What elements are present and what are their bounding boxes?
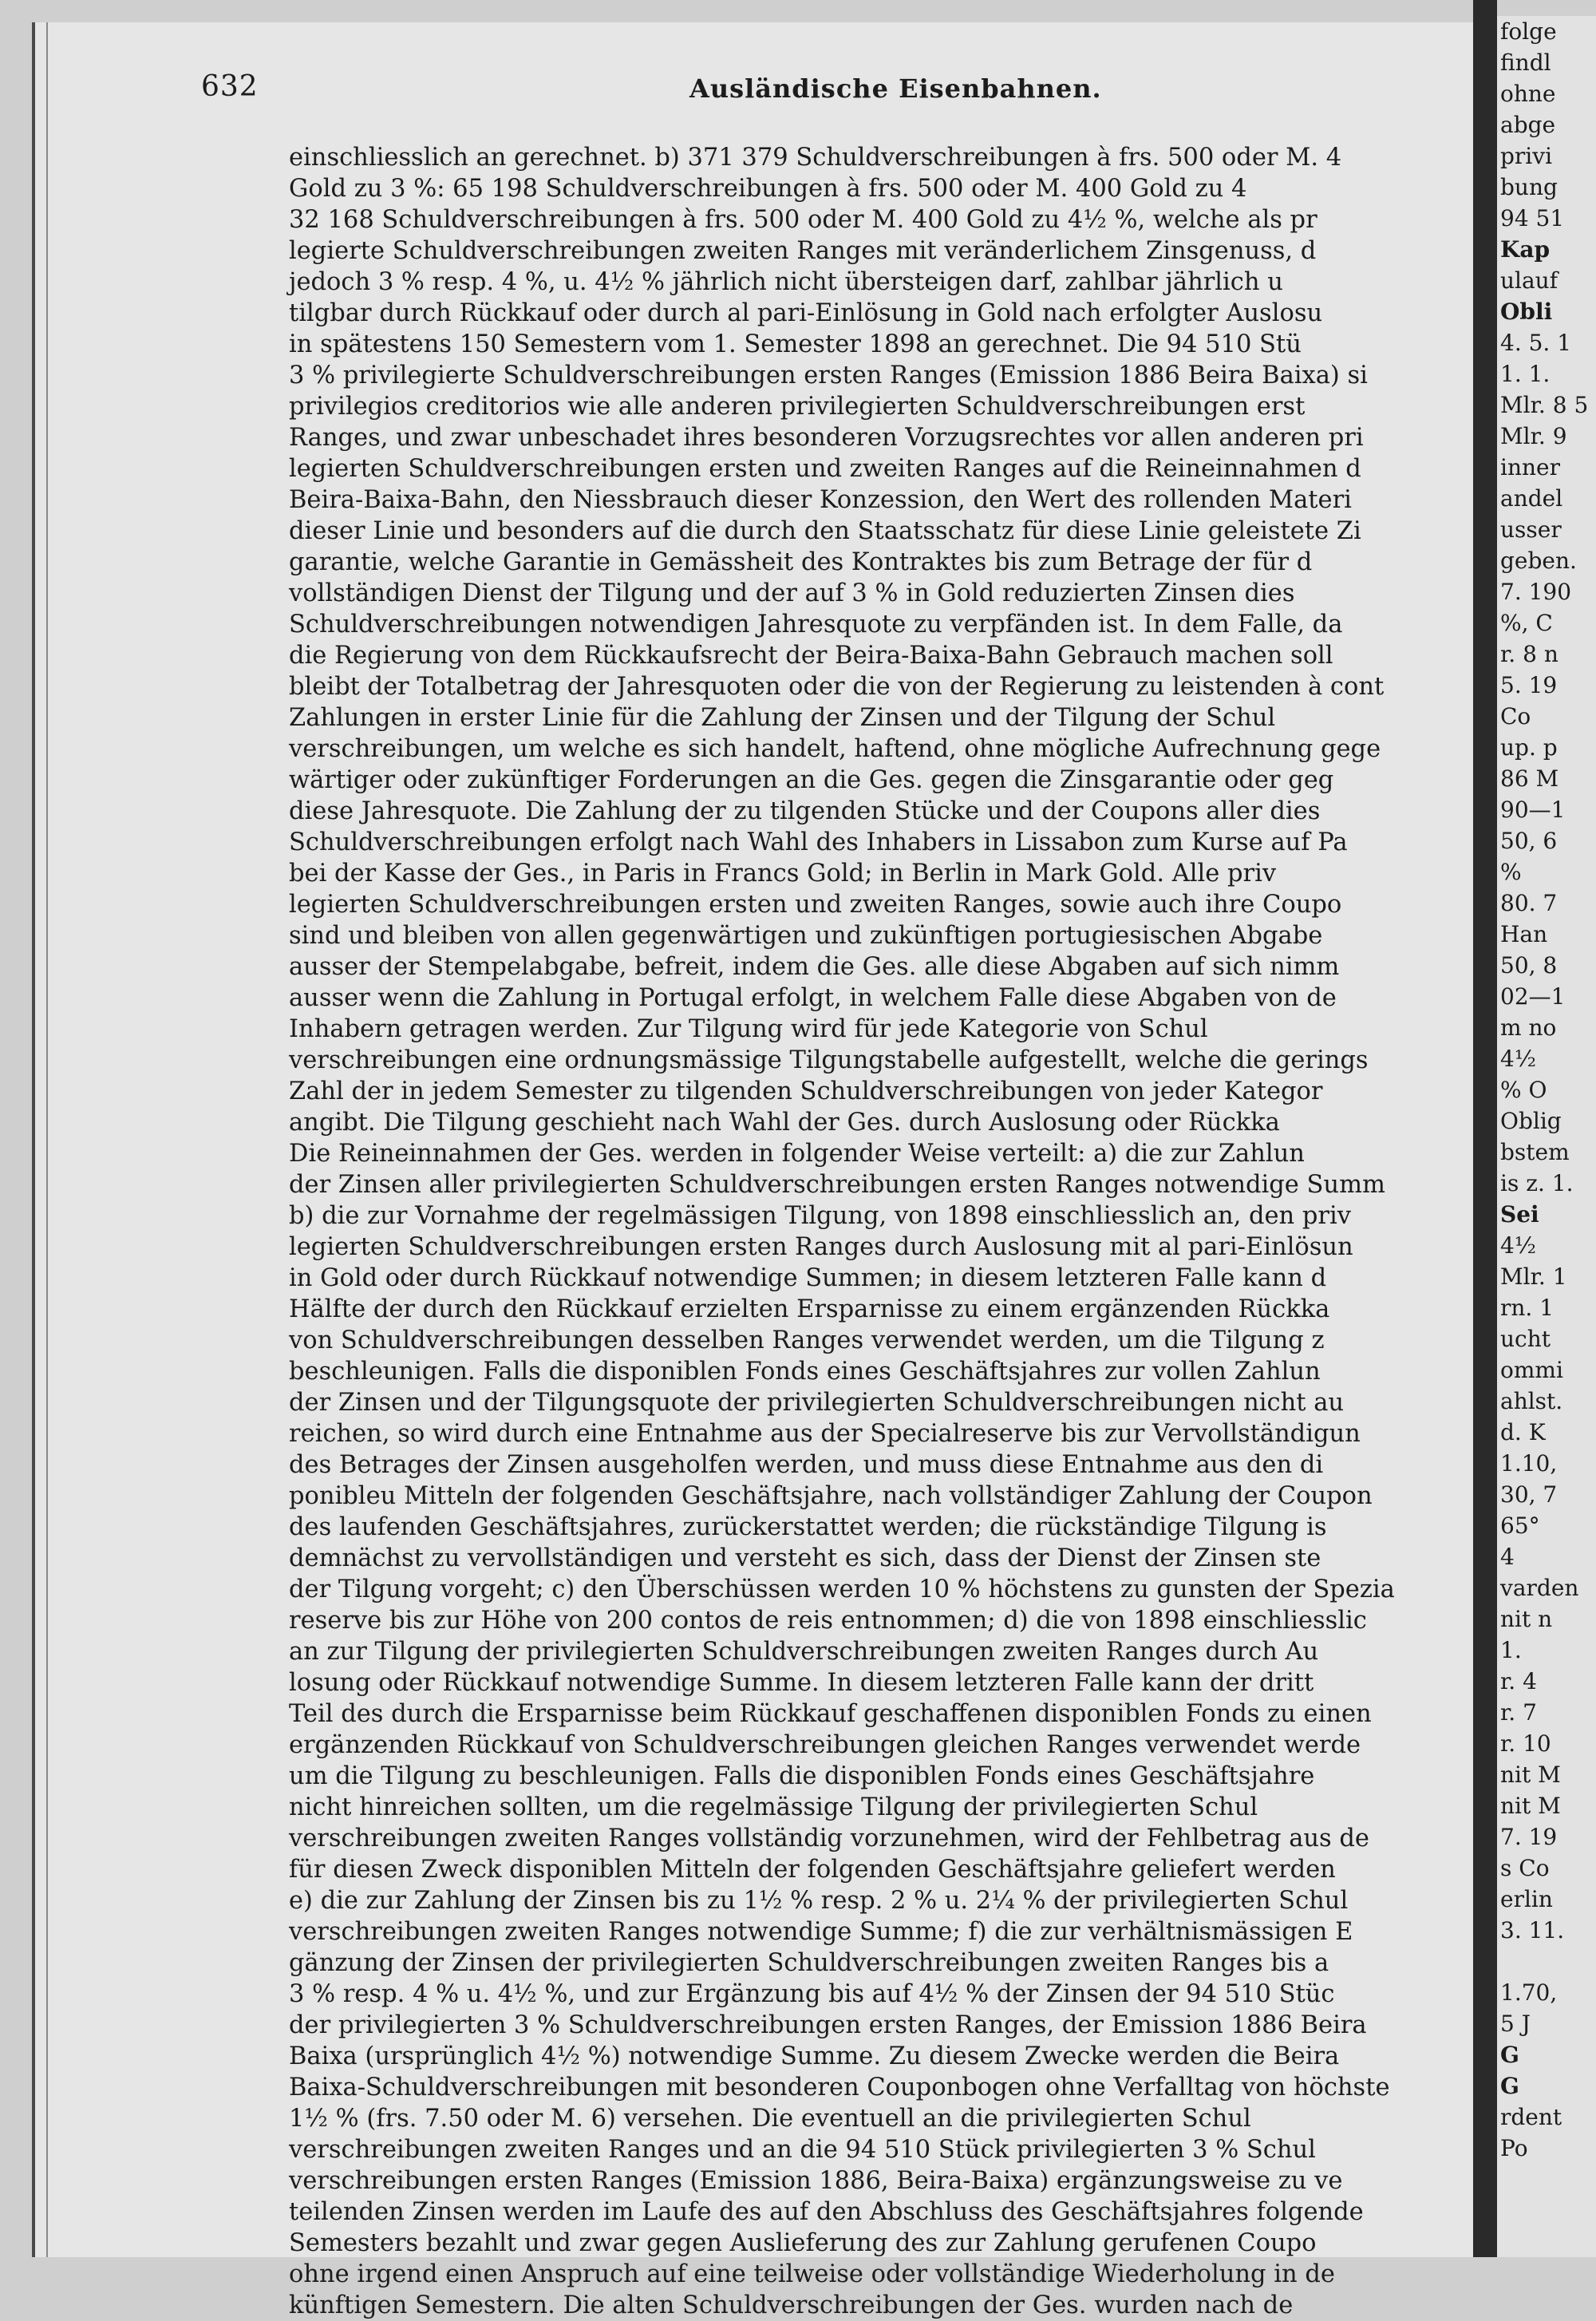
facing-page-line: rn. 1	[1500, 1295, 1555, 1321]
facing-page-line: Mlr. 1	[1500, 1263, 1567, 1290]
facing-page-line: 90—1	[1500, 797, 1566, 823]
facing-page-line: andel	[1500, 485, 1563, 512]
book-gutter	[1473, 0, 1497, 2257]
body-line: um die Tilgung zu beschleunigen. Falls die disponiblen Fonds eines Geschäftsjahre	[289, 1762, 1315, 1790]
body-line: sind und bleiben von allen gegenwärtigen und zukünftigen portugiesischen Abgabe	[289, 922, 1323, 950]
body-line: angibt. Die Tilgung geschieht nach Wahl der Ges. durch Auslosung oder Rückka	[289, 1109, 1280, 1137]
body-line: diese Jahresquote. Die Zahlung der zu tilgenden Stücke und der Coupons aller dies	[289, 797, 1321, 825]
facing-page-line: Han	[1500, 921, 1548, 947]
body-line: Ranges, und zwar unbeschadet ihres besonderen Vorzugsrechtes vor allen anderen pri	[289, 424, 1364, 452]
body-line: ergänzenden Rückkauf von Schuldverschreibungen gleichen Ranges verwendet werde	[289, 1731, 1361, 1759]
facing-page-line: s Co	[1500, 1855, 1550, 1881]
document-page	[32, 22, 1508, 2319]
body-line: Inhabern getragen werden. Zur Tilgung wird für jede Kategorie von Schul	[289, 1015, 1208, 1043]
facing-page-line: 4	[1500, 1544, 1515, 1570]
facing-page-line: inner	[1500, 454, 1560, 480]
body-line: legierte Schuldverschreibungen zweiten Ranges mit veränderlichem Zinsgenuss, d	[289, 237, 1317, 265]
body-line: wärtiger oder zukünftiger Forderungen an die Ges. gegen die Zinsgarantie oder geg	[289, 766, 1334, 794]
facing-page-line: is z. 1.	[1500, 1170, 1574, 1196]
body-line: 1½ % (frs. 7.50 oder M. 6) versehen. Die eventuell an die privilegierten Schul	[289, 2105, 1251, 2133]
facing-page-fragment	[1497, 16, 1596, 2257]
body-line: Zahlungen in erster Linie für die Zahlung der Zinsen und der Tilgung der Schul	[289, 704, 1276, 732]
facing-page-line: geben.	[1500, 548, 1577, 574]
body-line: vollständigen Dienst der Tilgung und der auf 3 % in Gold reduzierten Zinsen dies	[289, 579, 1295, 607]
facing-page-line: 5. 19	[1500, 672, 1558, 698]
body-line: verschreibungen ersten Ranges (Emission 1886, Beira-Baixa) ergänzungsweise zu ve	[289, 2167, 1343, 2195]
body-line: Hälfte der durch den Rückkauf erzielten Ersparnisse zu einem ergänzenden Rückka	[289, 1295, 1330, 1323]
body-line: legierten Schuldverschreibungen ersten Ranges durch Auslosung mit al pari-Einlösun	[289, 1233, 1353, 1261]
facing-page-line: 02—1	[1500, 983, 1566, 1010]
body-text	[289, 142, 1518, 2319]
body-line: 32 168 Schuldverschreibungen à frs. 500 oder M. 400 Gold zu 4½ %, welche als pr	[289, 206, 1317, 234]
body-line: an zur Tilgung der privilegierten Schuldverschreibungen zweiten Ranges durch Au	[289, 1638, 1319, 1666]
body-line: Baixa-Schuldverschreibungen mit besonderen Couponbogen ohne Verfalltag von höchste	[289, 2074, 1390, 2102]
facing-page-line: Mlr. 8 5	[1500, 392, 1589, 418]
body-line: des Betrages der Zinsen ausgeholfen werden, und muss diese Entnahme aus den di	[289, 1451, 1324, 1479]
body-line: jedoch 3 % resp. 4 %, u. 4½ % jährlich nicht übersteigen darf, zahlbar jährlich u	[289, 268, 1283, 296]
body-line: verschreibungen zweiten Ranges vollständig vorzunehmen, wird der Fehlbetrag aus de	[289, 1825, 1369, 1852]
body-line: des laufenden Geschäftsjahres, zurückerstattet werden; die rückständige Tilgung is	[289, 1513, 1327, 1541]
body-line: Zahl der in jedem Semester zu tilgenden Schuldverschreibungen von jeder Kategor	[289, 1077, 1323, 1105]
body-line: e) die zur Zahlung der Zinsen bis zu 1½ % resp. 2 % u. 2¼ % der privilegierten Schul	[289, 1887, 1349, 1915]
body-line: einschliesslich an gerechnet. b) 371 379 Schuldverschreibungen à frs. 500 oder M. 4	[289, 144, 1342, 172]
facing-page-line: bung	[1500, 174, 1558, 200]
facing-page-line: 4. 5. 1	[1500, 330, 1572, 356]
facing-page-line: 1. 1.	[1500, 361, 1551, 387]
facing-page-line: 4½	[1500, 1046, 1536, 1072]
facing-page-line: 86 M	[1500, 765, 1559, 792]
body-line: reichen, so wird durch eine Entnahme aus der Specialreserve bis zur Vervollständigun	[289, 1420, 1361, 1448]
facing-page-line: r. 10	[1500, 1730, 1551, 1757]
facing-page-line: 1.10,	[1500, 1450, 1558, 1477]
body-line: demnächst zu vervollständigen und versteht es sich, dass der Dienst der Zinsen ste	[289, 1544, 1321, 1572]
body-line: Schuldverschreibungen erfolgt nach Wahl des Inhabers in Lissabon zum Kurse auf Pa	[289, 828, 1348, 856]
facing-page-line: 5 J	[1500, 2011, 1531, 2037]
facing-page-line: nit n	[1500, 1606, 1553, 1632]
facing-page-line: ucht	[1500, 1326, 1551, 1352]
body-line: der Tilgung vorgeht; c) den Überschüssen werden 10 % höchstens zu gunsten der Spezia	[289, 1576, 1395, 1603]
facing-page-line: 80. 7	[1500, 890, 1558, 916]
body-line: gänzung der Zinsen der privilegierten Schuldverschreibungen zweiten Ranges bis a	[289, 1949, 1329, 1977]
facing-page-line: bstem	[1500, 1139, 1570, 1165]
facing-page-line: findl	[1500, 49, 1551, 76]
facing-page-line: Kap	[1500, 236, 1551, 263]
body-line: Beira-Baixa-Bahn, den Niessbrauch dieser Konzession, den Wert des rollenden Materi	[289, 486, 1352, 514]
body-line: für diesen Zweck disponiblen Mitteln der folgenden Geschäftsjahre geliefert werden	[289, 1856, 1336, 1884]
facing-page-line: rdent	[1500, 2104, 1562, 2130]
facing-page-line: m no	[1500, 1014, 1557, 1041]
facing-page-line: G	[1500, 2042, 1519, 2068]
facing-page-line: d. K	[1500, 1419, 1546, 1445]
facing-page-line: erlin	[1500, 1886, 1553, 1912]
body-line: 3 % privilegierte Schuldverschreibungen ersten Ranges (Emission 1886 Beira Baixa) si	[289, 362, 1368, 389]
facing-page-line: 50, 8	[1500, 952, 1558, 979]
body-line: Schuldverschreibungen notwendigen Jahresquote zu verpfänden ist. In dem Falle, da	[289, 611, 1343, 639]
facing-page-line: ulauf	[1500, 267, 1558, 294]
page-number: 632	[201, 70, 259, 103]
body-line: garantie, welche Garantie in Gemässheit des Kontraktes bis zum Betrage der für d	[289, 548, 1313, 576]
facing-page-line: usser	[1500, 516, 1562, 543]
body-line: reserve bis zur Höhe von 200 contos de reis entnommen; d) die von 1898 einschliesslic	[289, 1607, 1367, 1635]
facing-page-line: 30, 7	[1500, 1481, 1558, 1508]
body-line: verschreibungen eine ordnungsmässige Tilgungstabelle aufgestellt, welche die gerings	[289, 1046, 1369, 1074]
body-line: 3 % resp. 4 % u. 4½ %, und zur Ergänzung bis auf 4½ % der Zinsen der 94 510 Stüc	[289, 1980, 1335, 2008]
facing-page-line: Sei	[1500, 1201, 1539, 1228]
body-line: bei der Kasse der Ges., in Paris in Francs Gold; in Berlin in Mark Gold. Alle priv	[289, 860, 1277, 888]
body-line: nicht hinreichen sollten, um die regelmässige Tilgung der privilegierten Schul	[289, 1793, 1258, 1821]
body-line: privilegios creditorios wie alle anderen privilegierten Schuldverschreibungen erst	[289, 393, 1306, 421]
facing-page-line: Po	[1500, 2135, 1528, 2161]
running-head: Ausländische Eisenbahnen.	[689, 73, 1102, 104]
body-line: ausser der Stempelabgabe, befreit, indem die Ges. alle diese Abgaben auf sich nimm	[289, 953, 1340, 981]
body-line: von Schuldverschreibungen desselben Ranges verwendet werden, um die Tilgung z	[289, 1327, 1325, 1354]
facing-page-line: 1.70,	[1500, 1979, 1558, 2006]
body-line: Die Reineinnahmen der Ges. werden in folgender Weise verteilt: a) die zur Zahlun	[289, 1140, 1305, 1168]
page-edge-rule	[46, 22, 48, 2257]
facing-page-line: up. p	[1500, 734, 1558, 761]
facing-page-line: Co	[1500, 703, 1531, 730]
page-header	[35, 70, 1508, 110]
body-line: ohne irgend einen Anspruch auf eine teilweise oder vollständige Wiederholung in de	[289, 2260, 1335, 2288]
facing-page-line: ommi	[1500, 1357, 1563, 1383]
facing-page-line: r. 7	[1500, 1699, 1537, 1726]
body-line: Teil des durch die Ersparnisse beim Rückkauf geschaffenen disponiblen Fonds zu einen	[289, 1700, 1372, 1728]
body-line: verschreibungen zweiten Ranges notwendige Summe; f) die zur verhältnismässigen E	[289, 1918, 1353, 1946]
body-line: losung oder Rückkauf notwendige Summe. In diesem letzteren Falle kann der dritt	[289, 1669, 1314, 1697]
facing-page-line: 4½	[1500, 1232, 1536, 1259]
facing-page-line: r. 8 n	[1500, 641, 1558, 667]
facing-page-line: 65°	[1500, 1512, 1540, 1539]
body-line: Gold zu 3 %: 65 198 Schuldverschreibungen à frs. 500 oder M. 400 Gold zu 4	[289, 175, 1247, 203]
facing-page-line: privi	[1500, 143, 1553, 169]
body-line: legierten Schuldverschreibungen ersten und zweiten Ranges auf die Reineinnahmen d	[289, 455, 1361, 483]
body-line: teilenden Zinsen werden im Laufe des auf den Abschluss des Geschäftsjahres folgende	[289, 2198, 1364, 2226]
facing-page-line: 50, 6	[1500, 828, 1558, 854]
facing-page-line: r. 4	[1500, 1668, 1537, 1694]
body-line: verschreibungen zweiten Ranges und an die 94 510 Stück privilegierten 3 % Schul	[289, 2136, 1316, 2164]
body-line: künftigen Semestern. Die alten Schuldverschreibungen der Ges. wurden nach de	[289, 2291, 1294, 2319]
facing-page-line: nit M	[1500, 1762, 1561, 1788]
body-line: ponibleu Mitteln der folgenden Geschäftsjahre, nach vollständiger Zahlung der Coupon	[289, 1482, 1373, 1510]
facing-page-line: %, C	[1500, 610, 1553, 636]
body-line: ausser wenn die Zahlung in Portugal erfolgt, in welchem Falle diese Abgaben von de	[289, 984, 1337, 1012]
facing-page-line: %	[1500, 859, 1522, 885]
facing-page-line: abge	[1500, 112, 1556, 138]
body-line: Semesters bezahlt und zwar gegen Auslieferung des zur Zahlung gerufenen Coupo	[289, 2229, 1317, 2257]
body-line: in Gold oder durch Rückkauf notwendige Summen; in diesem letzteren Falle kann d	[289, 1264, 1327, 1292]
body-line: der privilegierten 3 % Schuldverschreibungen ersten Ranges, der Emission 1886 Beira	[289, 2011, 1367, 2039]
facing-page-line: ohne	[1500, 81, 1556, 107]
facing-page-line: ahlst.	[1500, 1388, 1563, 1414]
facing-page-line: 1.	[1500, 1637, 1522, 1663]
facing-page-line: Mlr. 9	[1500, 423, 1567, 449]
facing-page-line: Oblig	[1500, 1108, 1562, 1134]
facing-page-line: G	[1500, 2073, 1519, 2099]
facing-page-line: % O	[1500, 1077, 1547, 1103]
body-line: legierten Schuldverschreibungen ersten und zweiten Ranges, sowie auch ihre Coupo	[289, 891, 1342, 919]
facing-page-line: 94 51	[1500, 205, 1565, 231]
body-line: bleibt der Totalbetrag der Jahresquoten oder die von der Regierung zu leistenden à cont	[289, 673, 1385, 701]
body-line: tilgbar durch Rückkauf oder durch al pari-Einlösung in Gold nach erfolgter Auslosu	[289, 299, 1323, 327]
facing-page-line: varden	[1500, 1575, 1579, 1601]
facing-page-line: Obli	[1500, 299, 1553, 325]
body-line: Baixa (ursprünglich 4½ %) notwendige Summe. Zu diesem Zwecke werden die Beira	[289, 2042, 1340, 2070]
body-line: der Zinsen und der Tilgungsquote der privilegierten Schuldverschreibungen nicht au	[289, 1389, 1345, 1417]
body-line: dieser Linie und besonders auf die durch den Staatsschatz für diese Linie geleistete Zi	[289, 517, 1361, 545]
facing-page-line: 7. 190	[1500, 579, 1572, 605]
body-line: verschreibungen, um welche es sich handelt, haftend, ohne mögliche Aufrechnung gege	[289, 735, 1381, 763]
facing-page-line: 7. 19	[1500, 1824, 1558, 1850]
facing-page-line	[1497, 1946, 1596, 1977]
facing-page-line: folge	[1500, 18, 1557, 45]
body-line: in spätestens 150 Semestern vom 1. Semester 1898 an gerechnet. Die 94 510 Stü	[289, 330, 1302, 358]
facing-page-line: nit M	[1500, 1793, 1561, 1819]
body-line: die Regierung von dem Rückkaufsrecht der Beira-Baixa-Bahn Gebrauch machen soll	[289, 642, 1333, 670]
facing-page-line: 3. 11.	[1500, 1917, 1565, 1943]
body-line: der Zinsen aller privilegierten Schuldverschreibungen ersten Ranges notwendige Summ	[289, 1171, 1385, 1199]
body-line: b) die zur Vornahme der regelmässigen Tilgung, von 1898 einschliesslich an, den priv	[289, 1202, 1351, 1230]
body-line: beschleunigen. Falls die disponiblen Fonds eines Geschäftsjahres zur vollen Zahlun	[289, 1358, 1321, 1386]
